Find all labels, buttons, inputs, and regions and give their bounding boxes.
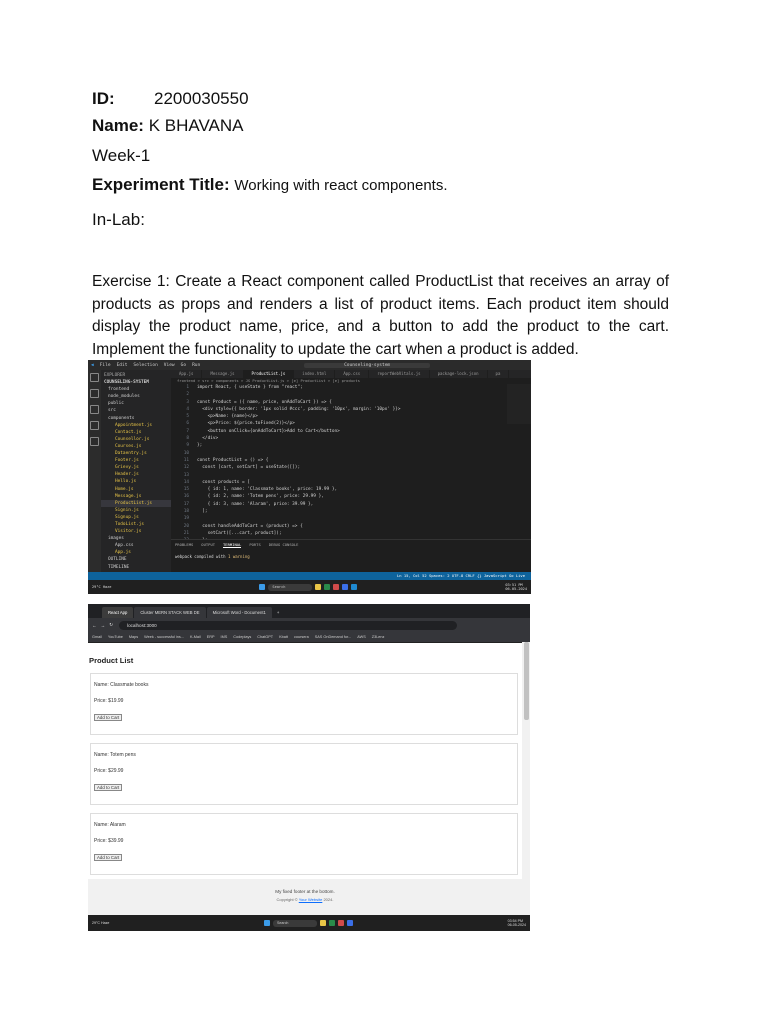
code-line[interactable]: [171, 428, 531, 435]
line-text: const products = [: [197, 479, 250, 485]
line-number: 20: [183, 523, 189, 529]
tray-clock-2: [508, 919, 530, 927]
chrome-icon[interactable]: [324, 584, 330, 590]
file-tree-item[interactable]: Signin.js: [115, 507, 139, 513]
footer-text: My fixed footer at the bottom.: [275, 889, 335, 894]
line-text: const [cart, setCart] = useState([]);: [197, 465, 301, 471]
source-control-icon[interactable]: [90, 405, 99, 414]
new-tab-icon[interactable]: +: [276, 610, 280, 615]
product-card: [90, 673, 518, 735]
code-editor[interactable]: [171, 384, 531, 545]
file-tree-item[interactable]: Dataentry.js: [115, 451, 147, 457]
file-tree-item[interactable]: Signup.js: [115, 514, 139, 520]
line-text: };: [197, 443, 203, 449]
editor-area: [171, 370, 531, 572]
file-tree-item[interactable]: ProductList.js: [101, 500, 171, 507]
weather-widget[interactable]: 29°C Haze: [92, 584, 112, 589]
line-text: { id: 3, name: 'Alaram', price: 39.99 },: [197, 501, 314, 507]
line-text: <p>Price: ${price.toFixed(2)}</p>: [197, 421, 295, 427]
tab-reportwebvitals-js[interactable]: reportWebVitals.js: [369, 370, 429, 378]
bookmark-item[interactable]: IMS: [220, 635, 228, 639]
chrome-icon-2[interactable]: [329, 920, 335, 926]
panel-tab-problems[interactable]: PROBLEMS: [175, 542, 194, 547]
name-label: Name:: [92, 116, 144, 135]
panel-tab-output[interactable]: OUTPUT: [201, 542, 216, 547]
file-explorer-icon[interactable]: [315, 584, 321, 590]
code-line[interactable]: [171, 442, 531, 449]
bookmark-item[interactable]: K-Mail: [189, 635, 201, 639]
run-debug-icon[interactable]: [90, 421, 99, 430]
tab-app-js[interactable]: App.js: [171, 370, 202, 378]
start-icon-2[interactable]: [264, 920, 270, 926]
file-tree: [101, 386, 171, 570]
line-number: 12: [183, 465, 189, 471]
experiment-value: Working with react components.: [234, 177, 448, 194]
file-explorer-icon-2[interactable]: [320, 920, 326, 926]
footer-copyright: [88, 897, 522, 902]
line-text: { id: 2, name: 'Totem pens', price: 29.99 },: [197, 494, 324, 500]
breadcrumb[interactable]: frontend > src > components > JS ProductList.js > [e] ProductList > [e] products: [177, 378, 360, 383]
file-tree-item[interactable]: Visitor.js: [115, 529, 142, 535]
activity-bar: [88, 370, 101, 572]
line-text: const Product = ({ name, price, onAddToCart }) => {: [197, 399, 332, 405]
code-line[interactable]: [171, 420, 531, 427]
file-tree-item[interactable]: Courses.js: [115, 443, 142, 449]
line-text: <div style={{ border: '1px solid #ccc', padding: '10px', margin: '10px' }}>: [197, 406, 401, 412]
file-tree-item[interactable]: App.css: [115, 543, 134, 549]
line-text: </div>: [197, 436, 219, 442]
page-content: [88, 642, 522, 915]
code-line[interactable]: [171, 435, 531, 442]
line-number: 2: [186, 392, 189, 398]
code-line[interactable]: [171, 530, 531, 537]
bookmark-item[interactable]: AWS: [357, 635, 366, 639]
line-number: 14: [183, 479, 189, 485]
minimap[interactable]: [507, 384, 531, 424]
document-header: [92, 88, 669, 231]
tab-package-json[interactable]: pa: [488, 370, 510, 378]
line-number: 19: [183, 516, 189, 522]
add-to-cart-button[interactable]: Add to Cart: [94, 854, 122, 861]
scrollbar-thumb[interactable]: [524, 642, 529, 720]
line-number: 16: [183, 494, 189, 500]
bookmark-item[interactable]: Maps: [128, 635, 139, 639]
file-tree-item[interactable]: frontend: [108, 387, 130, 393]
menu-file[interactable]: File: [99, 362, 111, 368]
panel-tab-terminal[interactable]: TERMINAL: [223, 542, 242, 547]
file-tree-item[interactable]: App.js: [115, 550, 131, 556]
file-tree-item[interactable]: TodoList.js: [115, 521, 145, 527]
explorer-panel: [101, 370, 171, 572]
file-tree-item[interactable]: src: [108, 408, 116, 414]
footer-copy: Copyright ©: [276, 897, 298, 902]
menu-go[interactable]: Go: [180, 362, 187, 368]
file-tree-item[interactable]: Appointment.js: [115, 422, 153, 428]
terminal-warning: 1 warning: [228, 554, 250, 559]
file-tree-item[interactable]: components: [108, 415, 135, 421]
file-tree-item[interactable]: Header.js: [115, 472, 139, 478]
code-line[interactable]: [171, 501, 531, 508]
footer-year: 2024.: [323, 897, 334, 902]
reload-icon[interactable]: ↻: [109, 622, 114, 627]
inlab-heading: In-Lab:: [92, 210, 145, 229]
line-number: 7: [186, 428, 189, 434]
product-name: Name: Alaram: [94, 822, 126, 828]
code-line[interactable]: [171, 508, 531, 515]
product-price: Price: $39.99: [94, 838, 124, 844]
project-name[interactable]: COUNSELING-SYSTEM: [104, 380, 149, 386]
start-icon[interactable]: [259, 584, 265, 590]
tab-react-app[interactable]: React App: [102, 607, 133, 618]
code-line[interactable]: [171, 464, 531, 471]
id-value: 2200030550: [154, 89, 249, 108]
extensions-icon[interactable]: [90, 437, 99, 446]
bookmark-item[interactable]: YouTube: [107, 635, 123, 639]
experiment-label: Experiment Title:: [92, 175, 230, 194]
browser-screenshot: [88, 604, 530, 931]
line-number: 9: [186, 443, 189, 449]
word-icon[interactable]: [342, 584, 348, 590]
tab-productlist-js[interactable]: ProductList.js: [244, 370, 295, 378]
editor-tabs: [171, 370, 531, 378]
vscode-screenshot: [88, 360, 531, 594]
line-text: const ProductList = () => {: [197, 457, 269, 463]
product-price: Price: $29.99: [94, 768, 124, 774]
menu-selection[interactable]: Selection: [133, 362, 158, 368]
word-icon-2[interactable]: [347, 920, 353, 926]
bookmark-item[interactable]: Gmail: [92, 635, 102, 639]
weather-widget-2[interactable]: 29°C Haze: [92, 920, 110, 925]
file-tree-item[interactable]: node_modules: [108, 394, 140, 400]
tray-clock: [505, 583, 531, 591]
tab-message-js[interactable]: Message.js: [202, 370, 243, 378]
windows-taskbar-2: [88, 915, 530, 931]
windows-taskbar: [88, 580, 531, 594]
line-text: import React, { useState } from "react";: [197, 385, 303, 390]
line-number: 13: [183, 472, 189, 478]
browser-tabs: [88, 604, 530, 618]
address-bar-row: [88, 618, 530, 632]
line-number: 21: [183, 530, 189, 536]
line-text: <p>Name: {name}</p>: [197, 414, 258, 420]
code-line[interactable]: [171, 479, 531, 486]
footer-link[interactable]: Your Website: [298, 897, 323, 902]
app-icon[interactable]: [333, 584, 339, 590]
name-value: K BHAVANA: [148, 116, 244, 135]
back-icon[interactable]: ←: [92, 622, 97, 628]
name-row: [92, 115, 669, 137]
code-line[interactable]: [171, 523, 531, 530]
file-tree-item[interactable]: Contact.js: [115, 429, 142, 435]
code-line[interactable]: [171, 399, 531, 406]
code-line[interactable]: [171, 493, 531, 500]
code-line[interactable]: [171, 450, 531, 457]
line-number: 1: [186, 385, 189, 390]
week-label: Week-1: [92, 146, 151, 165]
code-line[interactable]: [171, 413, 531, 420]
code-line[interactable]: [171, 486, 531, 493]
bookmark-item[interactable]: coursera: [293, 635, 309, 639]
code-line[interactable]: [171, 457, 531, 464]
file-tree-item[interactable]: TIMELINE: [108, 564, 130, 570]
product-name: Name: Classmate books: [94, 682, 149, 688]
terminal-panel: [171, 539, 531, 572]
exercise-text: Exercise 1: Create a React component called ProductList that receives an array of products as props and renders a list of product items. Each product item should display the product name, price, and a button to add the product to the cart. Implement the functionality to update the cart when a product is added.: [92, 273, 669, 358]
file-tree-item[interactable]: Grievy.js: [115, 465, 139, 471]
bookmark-item[interactable]: Z3Lenz: [371, 635, 385, 639]
file-tree-item[interactable]: images: [108, 536, 124, 542]
bookmark-item[interactable]: Kbatt: [279, 635, 288, 639]
vscode-taskbar-icon[interactable]: [351, 584, 357, 590]
experiment-row: [92, 174, 669, 197]
product-list: [88, 673, 522, 875]
page-heading: Product List: [89, 656, 134, 665]
menu-edit[interactable]: Edit: [116, 362, 128, 368]
search-icon[interactable]: [90, 389, 99, 398]
file-tree-item[interactable]: Footer.js: [115, 458, 139, 464]
line-number: 17: [183, 501, 189, 507]
product-card: [90, 743, 518, 805]
vscode-logo-icon: ◀: [91, 362, 94, 368]
forward-icon[interactable]: →: [100, 622, 106, 628]
menu-run[interactable]: Run: [192, 362, 201, 368]
panel-tab-debug[interactable]: DEBUG CONSOLE: [268, 542, 299, 547]
line-number: 11: [183, 457, 189, 463]
app-icon-2[interactable]: [338, 920, 344, 926]
line-text: <button onClick={onAddToCart}>Add to Cart</button>: [197, 428, 340, 434]
vscode-titlebar: [88, 360, 531, 370]
bookmark-item[interactable]: ChatGPT: [257, 635, 274, 639]
page-footer: [88, 879, 522, 915]
file-tree-item[interactable]: OUTLINE: [108, 557, 127, 563]
line-number: 6: [186, 421, 189, 427]
file-tree-item[interactable]: public: [108, 401, 124, 407]
url-field[interactable]: localhost:3000: [119, 621, 457, 630]
taskbar-search[interactable]: Search: [268, 584, 312, 591]
line-number: 18: [183, 509, 189, 515]
line-number: 4: [186, 406, 189, 412]
tab-index-html[interactable]: index.html: [294, 370, 335, 378]
status-text[interactable]: Ln 15, Col 52 Spaces: 2 UTF-8 CRLF {} JavaScript Go Live: [396, 573, 525, 578]
tab-package-lock-json[interactable]: package-lock.json: [430, 370, 488, 378]
terminal-text: webpack compiled with: [175, 554, 226, 559]
tray-date-2: 06-05-2024: [507, 923, 526, 927]
status-bar: [88, 572, 531, 580]
product-price: Price: $19.99: [94, 698, 124, 704]
bookmark-item[interactable]: ERP: [206, 635, 215, 639]
product-name: Name: Totem pens: [94, 752, 136, 758]
line-number: 10: [183, 450, 189, 456]
bookmark-item[interactable]: Codeplays: [233, 635, 252, 639]
id-row: [92, 88, 669, 110]
tray-time-2: 03:54 PM: [507, 919, 523, 923]
tab-word[interactable]: Microsoft Word - Document1: [207, 607, 272, 618]
code-line[interactable]: [171, 472, 531, 479]
line-number: 5: [186, 414, 189, 420]
line-number: 15: [183, 487, 189, 493]
file-tree-item[interactable]: Message.js: [115, 493, 142, 499]
menu-view[interactable]: View: [163, 362, 175, 368]
line-text: const handleAddToCart = (product) => {: [197, 523, 303, 529]
line-text: setCart([...cart, product]);: [197, 530, 282, 536]
bookmark-item[interactable]: Week - successful ins...: [144, 635, 184, 639]
line-text: ];: [197, 509, 208, 515]
file-tree-item[interactable]: Counsellor.js: [115, 436, 150, 442]
line-number: 3: [186, 399, 189, 405]
code-line[interactable]: [171, 391, 531, 398]
id-label: ID:: [92, 89, 115, 108]
code-line[interactable]: [171, 384, 531, 391]
product-card: [90, 813, 518, 875]
line-text: { id: 1, name: 'Classmate books', price: 19.99 },: [197, 487, 338, 493]
command-search[interactable]: Counseling-system: [304, 363, 430, 368]
bookmark-item[interactable]: SAS OnDemand for...: [314, 635, 352, 639]
add-to-cart-button[interactable]: Add to Cart: [94, 714, 122, 721]
terminal-output: [171, 548, 531, 559]
files-icon[interactable]: [90, 373, 99, 382]
taskbar-search-2[interactable]: Search: [273, 920, 317, 927]
file-tree-item[interactable]: Home.js: [115, 486, 134, 492]
line-number: 8: [186, 436, 189, 442]
file-tree-item[interactable]: Hello.js: [115, 479, 137, 485]
tray-time: 03:51 PM: [505, 583, 523, 587]
tab-cluster[interactable]: Cluster MERN STACK WEB DE: [134, 607, 205, 618]
add-to-cart-button[interactable]: Add to Cart: [94, 784, 122, 791]
tray-date: 06-05-2024: [505, 587, 527, 591]
tab-app-css[interactable]: App.css: [335, 370, 369, 378]
explorer-title: EXPLORER: [104, 373, 126, 378]
panel-tab-ports[interactable]: PORTS: [249, 542, 261, 547]
code-line[interactable]: [171, 515, 531, 522]
code-line[interactable]: [171, 406, 531, 413]
